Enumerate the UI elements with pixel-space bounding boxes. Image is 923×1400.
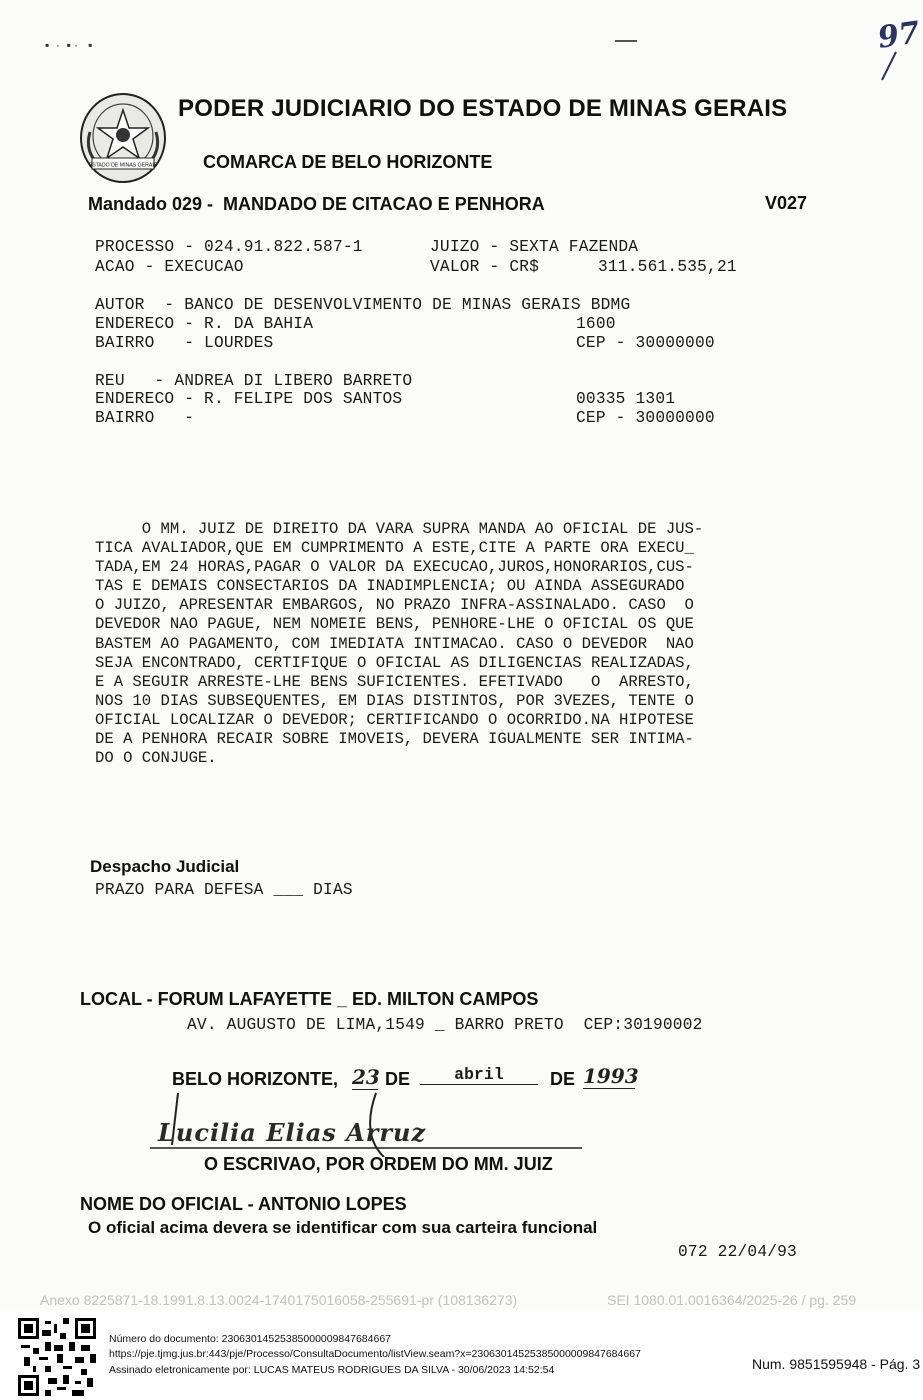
date-month: abril bbox=[420, 1066, 538, 1085]
mandado-code: V027 bbox=[765, 193, 808, 213]
court-title: PODER JUDICIARIO DO ESTADO DE MINAS GERAIS bbox=[178, 95, 788, 122]
prazo-defesa: PRAZO PARA DEFESA ___ DIAS bbox=[95, 881, 353, 899]
escrivao-line: O ESCRIVAO, POR ORDEM DO MM. JUIZ bbox=[204, 1154, 553, 1174]
signed-by: Assinado eletronicamente por: LUCAS MATEUS RODRIGUES DA SILVA - 30/06/2023 14:52:54 bbox=[109, 1364, 555, 1376]
date-city: BELO HORIZONTE, bbox=[172, 1069, 338, 1089]
sei-watermark: SEI 1080.01.0016364/2025-26 / pg. 259 bbox=[607, 1292, 857, 1308]
valor-amount: 311.561.535,21 bbox=[598, 258, 737, 276]
doc-number: Número do documento: 23063014525385000009847684667 bbox=[109, 1333, 391, 1345]
oficial-aviso: O oficial acima devera se identificar com sua carteira funcional bbox=[88, 1218, 598, 1237]
autor: AUTOR - BANCO DE DESENVOLVIMENTO DE MINAS GERAIS BDMG bbox=[95, 296, 631, 314]
qr-code-icon bbox=[18, 1318, 96, 1396]
autor-bairro: BAIRRO - LOURDES bbox=[95, 334, 274, 352]
mandado-body-text: O MM. JUIZ DE DIREITO DA VARA SUPRA MANDA AO OFICIAL DE JUS- TICA AVALIADOR,QUE EM CUMPRIMENTO A ESTE,CITE A PARTE ORA EXECU_ TADA,EM 24 HORAS,PAGAR O VALOR DA EXECUCAO,JUROS,HONORARIOS,CUS- TAS E DEMAIS CONSECTARIOS DA INADIMPLENCIA; OU AINDA ASSEGURADO O JUIZO, APRESENTAR EMBARGOS, NO PRAZO INFRA-ASSINALADO. CASO O DEVEDOR NAO PAGUE, NEM NOMEIE BENS, PENHORE-LHE O OFICIAL OS QUE BASTEM AO PAGAMENTO, COM IMEDIATA INTIMACAO. CASO O DEVEDOR NAO SEJA ENCONTRADO, CERTIFIQUE O OFICIAL AS DILIGENCIAS REALIZADAS, E A SEGUIR ARRESTE-LHE BENS SUFICIENTES. EFETIVADO O ARRESTO, NOS 10 DIAS SUBSEQUENTES, EM DIAS DISTINTOS, POR 3VEZES, TENTE O OFICIAL LOCALIZAR O DEVEDOR; CERTIFICANDO O OCORRIDO.NA HIPOTESE DE A PENHORA RECAIR SOBRE IMOVEIS, DEVERA IGUALMENTE SER INTIMA- DO O CONJUGE. bbox=[95, 520, 704, 768]
oficial-nome: NOME DO OFICIAL - ANTONIO LOPES bbox=[80, 1194, 407, 1214]
doc-url[interactable]: https://pje.tjmg.jus.br:443/pje/Processo/ConsultaDocumento/listView.seam?x=23063014525385000009847684667 bbox=[109, 1348, 641, 1360]
date-de-2: DE bbox=[550, 1069, 576, 1089]
oficial-ref: 072 22/04/93 bbox=[678, 1243, 797, 1261]
autor-numero: 1600 bbox=[576, 315, 616, 333]
local-address: AV. AUGUSTO DE LIMA,1549 _ BARRO PRETO CEP:30190002 bbox=[187, 1016, 703, 1034]
reu-cep: CEP - 30000000 bbox=[576, 409, 715, 427]
page-number-handwritten: 97 bbox=[875, 15, 922, 56]
comarca-title: COMARCA DE BELO HORIZONTE bbox=[203, 152, 493, 172]
scan-dash bbox=[615, 40, 637, 42]
autor-endereco: ENDERECO - R. DA BAHIA bbox=[95, 315, 314, 333]
despacho-title: Despacho Judicial bbox=[90, 857, 240, 876]
juizo: JUIZO - SEXTA FAZENDA bbox=[430, 238, 639, 256]
date-year: 1993 bbox=[583, 1064, 639, 1088]
signature-scribble: Lucilia Elias Arruz bbox=[158, 1118, 427, 1147]
autor-cep: CEP - 30000000 bbox=[576, 334, 715, 352]
anexo-watermark: Anexo 8225871-18.1991.8.13.0024-1740175016058-255691-pr (108136273) bbox=[40, 1292, 518, 1308]
reu-endereco: ENDERECO - R. FELIPE DOS SANTOS bbox=[95, 390, 403, 408]
processo-number: PROCESSO - 024.91.822.587-1 bbox=[95, 238, 363, 256]
reu-numero: 00335 1301 bbox=[576, 390, 676, 408]
valor-label: VALOR - CR$ bbox=[430, 258, 540, 276]
page-num: Num. 9851595948 - Pág. 3 bbox=[752, 1356, 921, 1372]
local-line: LOCAL - FORUM LAFAYETTE _ ED. MILTON CAMPOS bbox=[80, 989, 539, 1009]
state-seal-icon bbox=[78, 92, 168, 184]
acao: ACAO - EXECUCAO bbox=[95, 258, 244, 276]
reu-bairro: BAIRRO - bbox=[95, 409, 195, 427]
seal-text: ESTADO DE MINAS GERAIS bbox=[88, 162, 158, 169]
reu: REU - ANDREA DI LIBERO BARRETO bbox=[95, 372, 413, 390]
date-day: 23 bbox=[352, 1065, 380, 1089]
scan-specks: ▪ · ▪ · ▪ bbox=[45, 38, 93, 52]
page-mark-stroke bbox=[872, 50, 902, 84]
date-de-1: DE bbox=[385, 1069, 411, 1089]
mandado-title: Mandado 029 - MANDADO DE CITACAO E PENHORA bbox=[88, 194, 545, 214]
